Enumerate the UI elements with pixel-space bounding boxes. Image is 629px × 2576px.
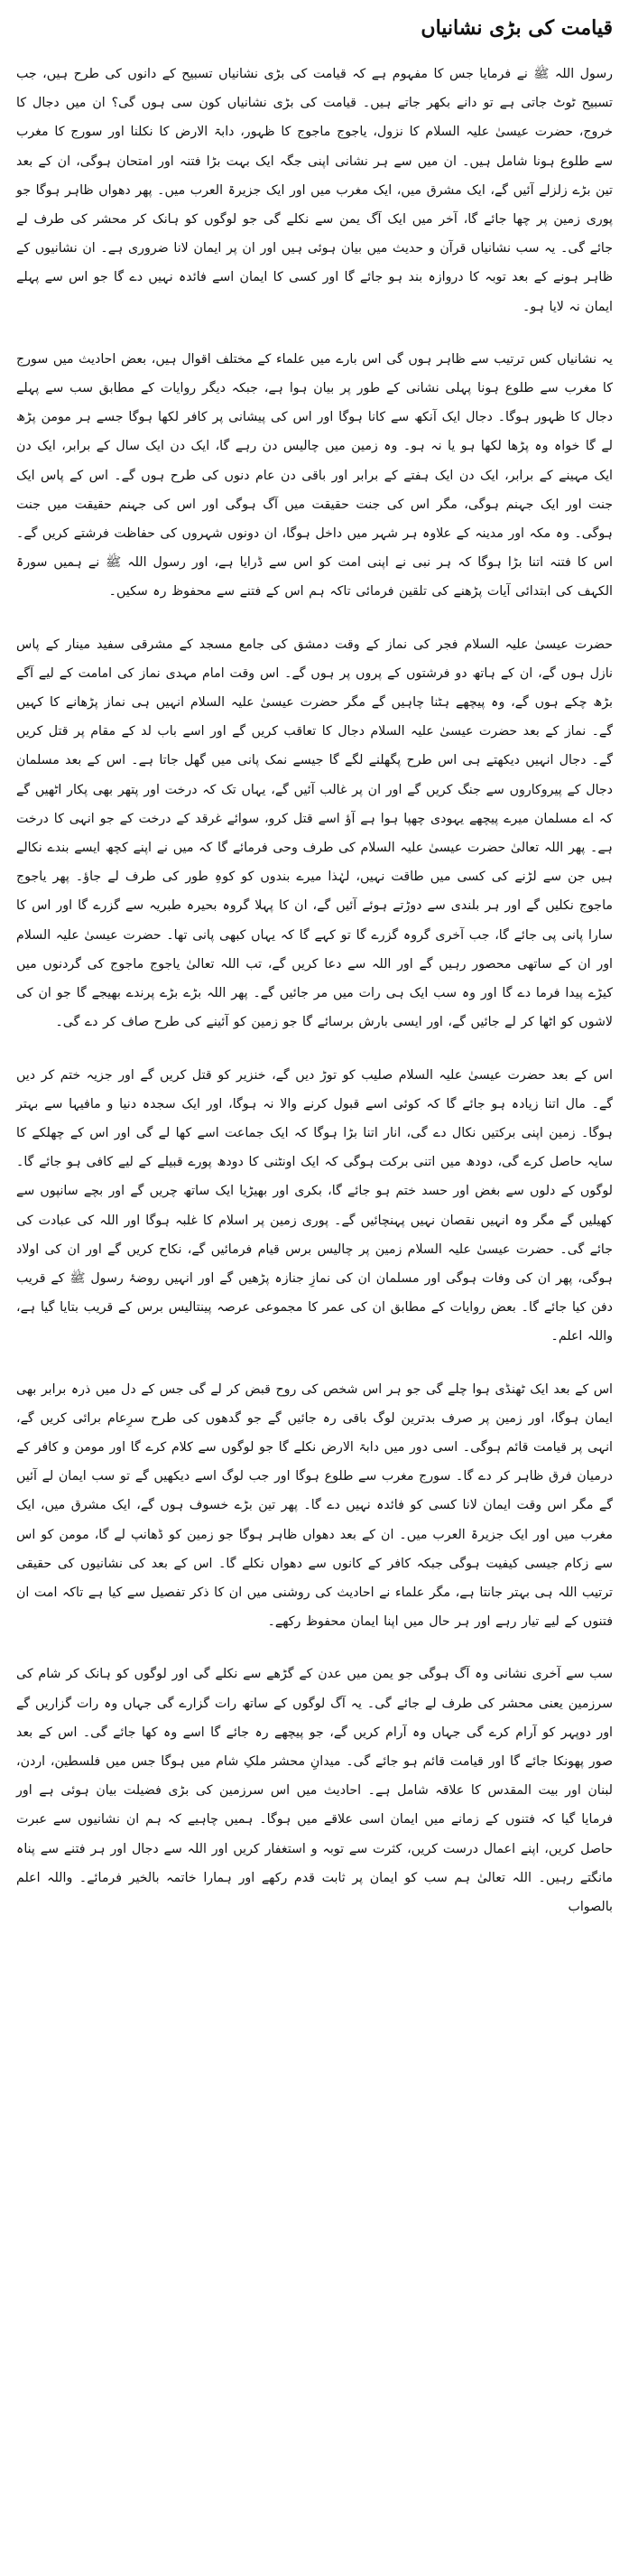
article-paragraph: یہ نشانیاں کس ترتیب سے ظاہر ہوں گی اس بارے میں علماء کے مختلف اقوال ہیں، بعض احادیث میں سورج کا مغرب سے طلوع ہونا پہلی نشانی کے طور پر بیان ہوا ہے، جبکہ دیگر روایات کے مطابق سب سے پہلے دجال کا ظہور ہوگا۔ دجال ایک آنکھ سے کانا ہوگا اور اس کی پیشانی پر کافر لکھا ہوگا جسے ہر مومن پڑھ لے گا خواہ وہ پڑھا لکھا ہو یا نہ ہو۔ وہ زمین میں چالیس دن رہے گا، ایک دن ایک سال کے برابر، ایک دن ایک مہینے کے برابر، ایک دن ایک ہفتے کے برابر اور باقی دن عام دنوں کی طرح ہوں گے۔ اس کے پاس ایک جنت اور ایک جہنم ہوگی، مگر اس کی جنت حقیقت میں آگ ہوگی اور اس کی جہنم حقیقت میں جنت ہوگی۔ وہ مکہ اور مدینہ کے علاوہ ہر شہر میں داخل ہوگا، ان دونوں شہروں کی حفاظت فرشتے کریں گے۔ اس کا فتنہ اتنا بڑا ہوگا کہ ہر نبی نے اپنی امت کو اس سے ڈرایا ہے، اور رسول اللہ ﷺ نے ہمیں سورۃ الکہف کی ابتدائی آیات پڑھنے کی تلقین فرمائی تاکہ ہم اس کے فتنے سے محفوظ رہ سکیں۔ <box>16 351 613 600</box>
article-paragraph: اس کے بعد ایک ٹھنڈی ہوا چلے گی جو ہر اس شخص کی روح قبض کر لے گی جس کے دل میں ذرہ برابر بھی ایمان ہوگا، اور زمین پر صرف بدترین لوگ باقی رہ جائیں گے جو گدھوں کی طرح سرِعام برائی کریں گے، انہی پر قیامت قائم ہوگی۔ اسی دور میں دابۃ الارض نکلے گا جو لوگوں سے کلام کرے گا اور مومن و کافر کے درمیان فرق ظاہر کر دے گا۔ سورج مغرب سے طلوع ہوگا اور جب لوگ اسے دیکھیں گے تو سب ایمان لے آئیں گے مگر اس وقت ایمان لانا کسی کو فائدہ نہیں دے گا۔ پھر تین بڑے خسوف ہوں گے، ایک مشرق میں، ایک مغرب میں اور ایک جزیرۃ العرب میں۔ ان کے بعد دھواں ظاہر ہوگا جو زمین کو ڈھانپ لے گا، مومن کو اس سے زکام جیسی کیفیت ہوگی جبکہ کافر کے کانوں سے دھواں نکلے گا۔ اس کے بعد کی نشانیوں کی حقیقی ترتیب اللہ ہی بہتر جانتا ہے، مگر علماء نے احادیث کی روشنی میں ان کا ذکر تفصیل سے کیا ہے تاکہ امت ان فتنوں کے لیے تیار رہے اور ہر حال میں اپنا ایمان محفوظ رکھے۔ <box>16 1381 613 1630</box>
article-title: قیامت کی بڑی نشانیاں <box>421 16 613 40</box>
article-paragraph: رسول اللہ ﷺ نے فرمایا جس کا مفہوم ہے کہ قیامت کی بڑی نشانیاں تسبیح کے دانوں کی طرح ہیں، جب تسبیح ٹوٹ جاتی ہے تو دانے بکھر جاتے ہیں۔ قیامت کی بڑی نشانیاں کون سی ہوں گی؟ ان میں دجال کا خروج، حضرت عیسیٰ علیہ السلام کا نزول، یاجوج ماجوج کا ظہور، دابۃ الارض کا نکلنا اور سورج کا مغرب سے طلوع ہونا شامل ہیں۔ ان میں سے ہر نشانی اپنی جگہ ایک بہت بڑا فتنہ اور امتحان ہوگی، ان کے بعد تین بڑے زلزلے آئیں گے، ایک مشرق میں، ایک مغرب میں اور ایک جزیرۃ العرب میں۔ پھر دھواں ظاہر ہوگا جو پوری زمین پر چھا جائے گا، آخر میں ایک آگ یمن سے نکلے گی جو لوگوں کو ہانک کر محشر کی طرف لے جائے گی۔ یہ سب نشانیاں قرآن و حدیث میں بیان ہوئی ہیں اور ان پر ایمان لانا ضروری ہے۔ ان نشانیوں کے ظاہر ہونے کے بعد توبہ کا دروازہ بند ہو جائے گا اور کسی کا ایمان اسے فائدہ نہیں دے گا جو اس سے پہلے ایمان نہ لایا ہو۔ <box>16 67 613 314</box>
article-paragraph: حضرت عیسیٰ علیہ السلام فجر کی نماز کے وقت دمشق کی جامع مسجد کے مشرقی سفید مینار کے پاس نازل ہوں گے، ان کے ہاتھ دو فرشتوں کے پروں پر ہوں گے۔ اس وقت امام مہدی نماز کی امامت کے لیے آگے بڑھ چکے ہوں گے، وہ پیچھے ہٹنا چاہیں گے مگر حضرت عیسیٰ علیہ السلام انہیں ہی نماز پڑھانے کا کہیں گے۔ نماز کے بعد حضرت عیسیٰ علیہ السلام دجال کا تعاقب کریں گے اور اسے باب لد کے مقام پر قتل کریں گے۔ دجال انہیں دیکھتے ہی اس طرح پگھلنے لگے گا جیسے نمک پانی میں گھل جاتا ہے۔ اس کے بعد مسلمان دجال کے پیروکاروں سے جنگ کریں گے اور ان پر غالب آئیں گے، یہاں تک کہ درخت اور پتھر بھی پکار اٹھیں گے کہ اے مسلمان میرے پیچھے یہودی چھپا ہوا ہے آؤ اسے قتل کرو، سوائے غرقد کے درخت کے جو انہی کا درخت ہے۔ پھر اللہ تعالیٰ حضرت عیسیٰ علیہ السلام کی طرف وحی فرمائے گا کہ میں نے اپنے کچھ ایسے بندے نکالے ہیں جن سے لڑنے کی کسی میں طاقت نہیں، لہٰذا میرے بندوں کو کوہِ طور کی طرف لے جاؤ۔ پھر یاجوج ماجوج نکلیں گے اور ہر بلندی سے دوڑتے ہوئے آئیں گے، ان کا پہلا گروہ بحیرہ طبریہ سے گزرے گا اور اس کا سارا پانی پی جائے گا، جب آخری گروہ گزرے گا تو کہے گا کہ یہاں کبھی پانی تھا۔ حضرت عیسیٰ علیہ السلام اور ان کے ساتھی محصور رہیں گے اور اللہ سے دعا کریں گے، تب اللہ تعالیٰ یاجوج ماجوج کی گردنوں میں کیڑے پیدا فرما دے گا اور وہ سب ایک ہی رات میں مر جائیں گے۔ پھر اللہ بڑے بڑے پرندے بھیجے گا جو ان کی لاشوں کو اٹھا کر لے جائیں گے، اور ایسی بارش برسائے گا جو زمین کو آئینے کی طرح صاف کر دے گی۔ <box>16 637 613 1030</box>
article-paragraph: اس کے بعد حضرت عیسیٰ علیہ السلام صلیب کو توڑ دیں گے، خنزیر کو قتل کریں گے اور جزیہ ختم کر دیں گے۔ مال اتنا زیادہ ہو جائے گا کہ کوئی اسے قبول کرنے والا نہ ہوگا، اور ایک سجدہ دنیا و مافیہا سے بہتر ہوگا۔ زمین اپنی برکتیں نکال دے گی، انار اتنا بڑا ہوگا کہ ایک جماعت اسے کھا لے گی اور اس کے چھلکے کا سایہ حاصل کرے گی، دودھ میں اتنی برکت ہوگی کہ ایک اونٹنی کا دودھ پورے قبیلے کے لیے کافی ہو جائے گا۔ لوگوں کے دلوں سے بغض اور حسد ختم ہو جائے گا، بکری اور بھیڑیا ایک ساتھ چریں گے اور بچے سانپوں سے کھیلیں گے مگر وہ انہیں نقصان نہیں پہنچائیں گے۔ پوری زمین پر اسلام کا غلبہ ہوگا اور اللہ کی عبادت کی جائے گی۔ حضرت عیسیٰ علیہ السلام زمین پر چالیس برس قیام فرمائیں گے، نکاح کریں گے اور ان کی اولاد ہوگی، پھر ان کی وفات ہوگی اور مسلمان ان کی نمازِ جنازہ پڑھیں گے اور انہیں روضۂ رسول ﷺ کے قریب دفن کیا جائے گا۔ بعض روایات کے مطابق ان کی عمر کا مجموعی عرصہ پینتالیس برس کے قریب بتایا گیا ہے، واللہ اعلم۔ <box>16 1067 613 1344</box>
article-paragraph: سب سے آخری نشانی وہ آگ ہوگی جو یمن میں عدن کے گڑھے سے نکلے گی اور لوگوں کو ہانک کر شام کی سرزمین یعنی محشر کی طرف لے جائے گی۔ یہ آگ لوگوں کے ساتھ رات گزارے گی جہاں وہ رات گزاریں گے اور دوپہر کو آرام کرے گی جہاں وہ آرام کریں گے، جو پیچھے رہ جائے گا اسے وہ کھا جائے گی۔ اس کے بعد صور پھونکا جائے گا اور قیامت قائم ہو جائے گی۔ میدانِ محشر ملکِ شام میں ہوگا جس میں فلسطین، اردن، لبنان اور بیت المقدس کا علاقہ شامل ہے۔ احادیث میں اس سرزمین کی بڑی فضیلت بیان ہوئی ہے اور فرمایا گیا کہ فتنوں کے زمانے میں ایمان اسی علاقے میں ہوگا۔ ہمیں چاہیے کہ ہم ان نشانیوں سے عبرت حاصل کریں، اپنے اعمال درست کریں، کثرت سے توبہ و استغفار کریں اور اللہ سے دجال اور ہر فتنے سے پناہ مانگتے رہیں۔ اللہ تعالیٰ ہم سب کو ایمان پر ثابت قدم رکھے اور ہمارا خاتمہ بالخیر فرمائے۔ واللہ اعلم بالصواب <box>16 1667 613 1914</box>
